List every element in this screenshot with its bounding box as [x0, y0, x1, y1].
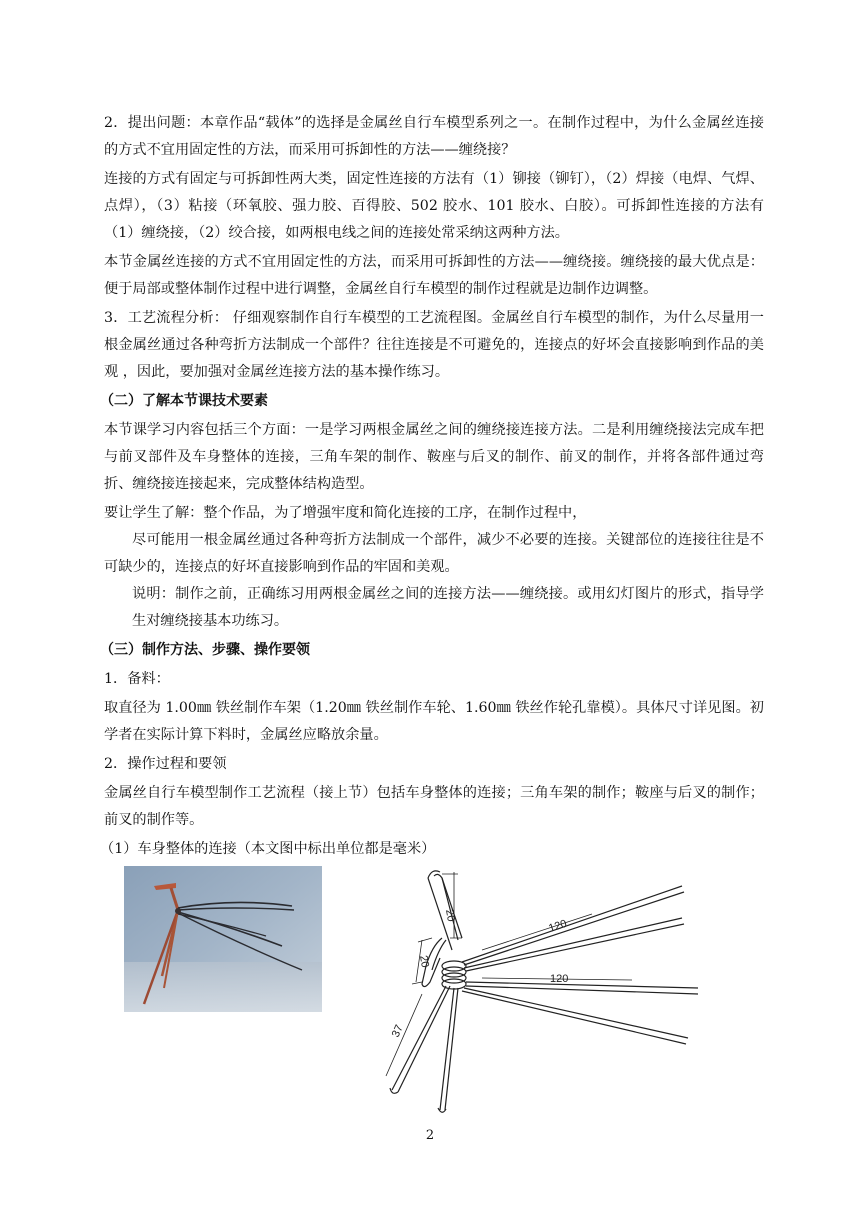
paragraph-workflow: 金属丝自行车模型制作工艺流程（接上节）包括车身整体的连接；三角车架的制作；鞍座与后叉的制作；前叉的制作等。 — [104, 785, 764, 828]
figure-caption: （1）车身整体的连接（本文图中标出单位都是毫米） — [100, 841, 436, 857]
dim-label-lower-wire: 120 — [550, 973, 569, 985]
paragraph-single-wire: 尽可能用一根金属丝通过各种弯折方法制成一个部件，减少不必要的连接。关键部位的连接往往是不可缺少的，连接点的好坏直接影响到作品的牢固和美观。 — [104, 532, 764, 575]
paragraph-note: 说明：制作之前，正确练习用两根金属丝之间的连接方法——缠绕接。或用幻灯图片的形式，指导学生对缠绕接基本功练习。 — [132, 586, 764, 629]
section-heading-3: （三）制作方法、步骤、操作要领 — [100, 642, 310, 658]
body-text — [100, 110, 764, 863]
paragraph-materials: 取直径为 1.00㎜ 铁丝制作车架（1.20㎜ 铁丝制作车轮、1.60㎜ 铁丝作轮孔靠模）。具体尺寸详见图。初学者在实际计算下料时，金属丝应略放余量。 — [104, 700, 764, 743]
wire-model-photo-image — [124, 866, 322, 1012]
paragraph-student-understanding: 要让学生了解：整个作品，为了增强牢度和简化连接的工序，在制作过程中， — [104, 505, 587, 521]
wire-connection-diagram-drawing — [382, 866, 702, 1116]
dim-label-left: 20 — [417, 954, 431, 969]
dim-label-upper-wire: 120 — [547, 917, 569, 935]
paragraph-question: 2．提出问题：本章作品“载体”的选择是金属丝自行车模型系列之一。在制作过程中，为什么金属丝连接的方式不宜用固定性的方法，而采用可拆卸性的方法——缠绕接？ — [104, 115, 764, 158]
page-number: 2 — [425, 1128, 435, 1143]
paragraph-connection-types: 连接的方式有固定与可拆卸性两大类，固定性连接的方法有（1）铆接（铆钉），（2）焊接（电焊、气焊、点焊），（3）粘接（环氧胶、强力胶、百得胶、502 胶水、101 胶水、白胶）。可拆卸性连接的方法有（1）缠绕接，（2）绞合接，如两根电线之间的连接处常采纳这两种方法。 — [104, 171, 764, 241]
paragraph-lesson-content: 本节课学习内容包括三个方面：一是学习两根金属丝之间的缠绕接连接方法。二是利用缠绕接法完成车把与前叉部件及车身整体的连接，三角车架的制作、鞍座与后叉的制作、前叉的制作，并将各部件通过弯折、缠绕接连接起来，完成整体结构造型。 — [104, 422, 764, 492]
dim-label-stem: 37 — [389, 1023, 406, 1040]
wire-model-photo — [124, 866, 322, 1012]
dim-label-top: 20 — [443, 908, 457, 923]
paragraph-operation-title: 2．操作过程和要领 — [104, 756, 227, 772]
wire-connection-diagram — [382, 866, 702, 1116]
paragraph-winding-advantage: 本节金属丝连接的方式不宜用固定性的方法，而采用可拆卸性的方法——缠绕接。缠绕接的最大优点是：便于局部或整体制作过程中进行调整，金属丝自行车模型的制作过程就是边制作边调整。 — [104, 254, 764, 297]
paragraph-process-analysis: 3．工艺流程分析： 仔细观察制作自行车模型的工艺流程图。金属丝自行车模型的制作，为什么尽量用一根金属丝通过各种弯折方法制成一个部件？往往连接是不可避免的，连接点的好坏会直接影响到作品的美观 ，因此，要加强对金属丝连接方法的基本操作练习。 — [104, 310, 764, 380]
paragraph-materials-title: 1．备料： — [104, 671, 170, 687]
section-heading-2: （二）了解本节课技术要素 — [100, 393, 268, 409]
